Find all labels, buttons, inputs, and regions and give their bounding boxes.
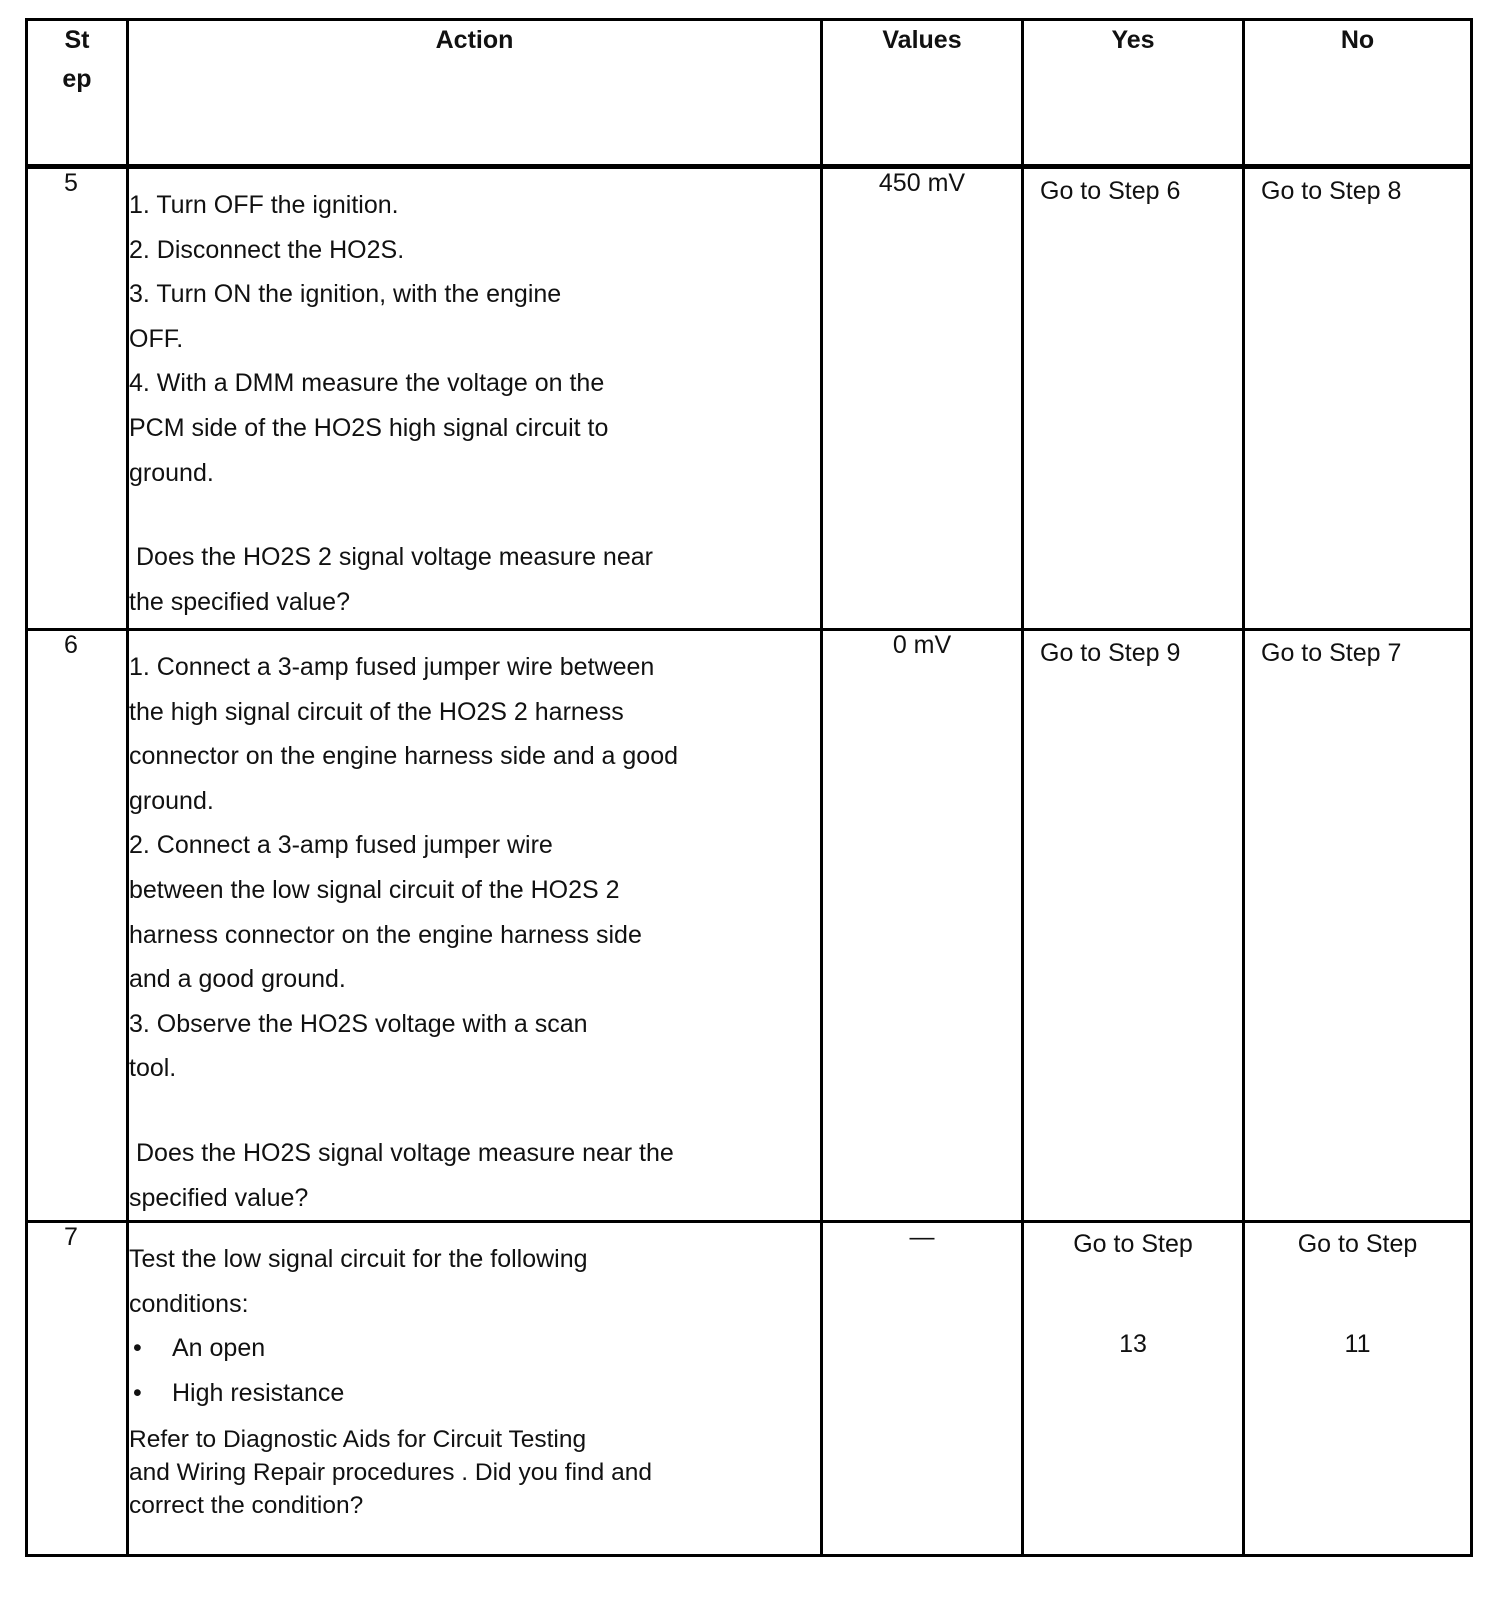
header-yes: Yes xyxy=(1023,20,1244,167)
bullet-icon: • xyxy=(133,1334,142,1363)
no-link[interactable]: Go to Step 7 xyxy=(1261,639,1402,667)
action-cell xyxy=(128,630,822,1222)
step-number: 7 xyxy=(27,1222,128,1556)
yes-cell xyxy=(1023,167,1244,630)
header-step-line1: St xyxy=(64,26,90,54)
value-cell: 450 mV xyxy=(822,167,1023,630)
action-line: conditions: xyxy=(129,1289,249,1318)
diagnostic-table xyxy=(25,18,1473,1557)
action-line: connector on the engine harness side and a good xyxy=(129,742,679,771)
action-cell xyxy=(128,1222,822,1556)
yes-cell xyxy=(1023,1222,1244,1556)
list-item: • An open xyxy=(129,1326,820,1371)
header-values: Values xyxy=(822,20,1023,167)
header-step-line2: ep xyxy=(62,65,92,93)
action-line: the high signal circuit of the HO2S 2 harness xyxy=(129,697,624,726)
action-line: OFF. xyxy=(129,324,184,353)
table-row xyxy=(27,630,1472,1222)
table-row xyxy=(27,167,1472,630)
no-cell xyxy=(1244,167,1472,630)
action-line: Test the low signal circuit for the following xyxy=(129,1245,588,1274)
no-cell xyxy=(1244,1222,1472,1556)
refer-text: Refer to Diagnostic Aids for Circuit Testing and Wiring Repair procedures . Did you find and correct the condition? xyxy=(129,1425,652,1519)
action-cell xyxy=(128,167,822,630)
action-line: 1. Turn OFF the ignition. xyxy=(129,191,399,219)
step-number: 6 xyxy=(27,630,128,1222)
bullet-icon: • xyxy=(133,1378,142,1407)
question-line: Does the HO2S 2 signal voltage measure near xyxy=(136,543,653,572)
header-action: Action xyxy=(128,20,822,167)
value-cell: — xyxy=(822,1222,1023,1556)
action-line: PCM side of the HO2S high signal circuit to xyxy=(129,413,609,442)
header-row xyxy=(27,20,1472,167)
yes-link[interactable]: Go to Step 9 xyxy=(1040,639,1181,667)
table-row xyxy=(27,1222,1472,1556)
action-line: 2. Disconnect the HO2S. xyxy=(129,235,405,264)
question-line: Does the HO2S signal voltage measure near the xyxy=(136,1138,674,1167)
action-line: 3. Observe the HO2S voltage with a scan xyxy=(129,1009,588,1038)
header-step xyxy=(27,20,128,167)
yes-cell xyxy=(1023,630,1244,1222)
action-line: ground. xyxy=(129,786,214,815)
no-link[interactable]: Go to Step 8 xyxy=(1261,177,1402,205)
action-line: 4. With a DMM measure the voltage on the xyxy=(129,369,605,398)
question-line: specified value? xyxy=(129,1183,309,1212)
action-line: and a good ground. xyxy=(129,965,346,994)
yes-link[interactable]: Go to Step 6 xyxy=(1040,177,1181,205)
yes-link[interactable]: Go to Step 13 xyxy=(1073,1230,1193,1359)
list-item: • High resistance xyxy=(129,1371,820,1416)
header-no: No xyxy=(1244,20,1472,167)
action-line: tool. xyxy=(129,1054,177,1083)
action-line: 3. Turn ON the ignition, with the engine xyxy=(129,280,562,309)
no-cell xyxy=(1244,630,1472,1222)
action-line: harness connector on the engine harness side xyxy=(129,920,642,949)
action-line: 1. Connect a 3-amp fused jumper wire between xyxy=(129,653,655,681)
action-line: between the low signal circuit of the HO2S 2 xyxy=(129,875,620,904)
action-line: 2. Connect a 3-amp fused jumper wire xyxy=(129,831,553,860)
step-number: 5 xyxy=(27,167,128,630)
question-line: the specified value? xyxy=(129,587,350,616)
value-cell: 0 mV xyxy=(822,630,1023,1222)
no-link[interactable]: Go to Step 11 xyxy=(1297,1230,1418,1359)
action-line: ground. xyxy=(129,458,214,487)
